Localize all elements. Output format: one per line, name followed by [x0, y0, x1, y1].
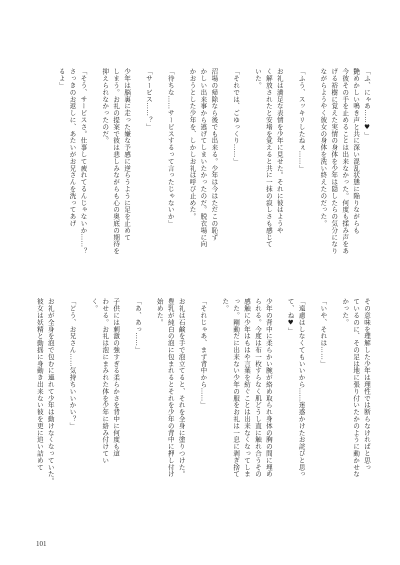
text-column-upper: 「ふ、にゃあ……♥」 艶めかしい鳴き声と共に深い混乱状態に陥りながらも 今彼その手を止めることは出来なかった。何度も揉み声をあ げる裕樹に覚えた実情の身体を少年は隠したらの気分になり ながらようやく彼女の身体を洗い終えたのだった。 「ふう、スッキリしたねぇ……」 お礼は満足な表情を少年に見せた。それに彼はようや く解放されたと安堵を覚えると共に一抹の寂しさも感じて いた。 「それでは、ごゆっくり……」 沼場の帰除なら後でも出来る。少年は今はただこの恥ず かしい出来事から逃げてしまいたかったのだ。脱衣場に向 かおうとした少年を、しかしお礼は呼び止めた。 「待ちな……サービスするって言ったじゃないか」 「サービス……？」 少年は脳裏に走った嫌な予感に逆らうように足を止めて しまう。お礼の提案で彼は悲しみながらも心の奥底の期待を 抑えられなかったのだ。 「そう、サービスさ。仕事して疲れてるんじゃないか……？ さっきのお返しに、あたいがお兄さんを洗ってあげ るよ」	[57, 68, 371, 255]
text-column-lower: その意味を理解した少年は理性では断らなければと思っ ているのに、その足は地に張り付いたかのように動かせな かった。 「いや、それは……」 「遠慮はしなくてもいいから……迷惑かけたお詫びと思っ て、ね♥」 少年の背中に柔らかい腕が絡め取られ身体の胸の間に埋め られる。今度は布一枚すらなく肌どうし直に触れ合うその 感触に少年はもはや言葉を紡ぐことは出来なくなってしま った。剛動だに出来ない少年の服をお礼は一息に剥ぎ捨て た。 「それじゃあ、まず背中から……」 お礼は石鹸を手で泡立てると、それを全身に塗りつけた。 豊乳が純白の泡に包まれるとそれを少年の背中に押し付け 始めた。 「あ、あっ……」 子供には刺激の強すぎる柔らかさを背中に何度も這 わせる。お礼は泡にまみれた体を少年に絡み付けてい く。 「どう、お兄さん……気持ちいいかい？」 お礼が全身を泡で包むに連れて少年は動けなくなっていた。 彼女は妖精と動揺に身動き出来ない彼を更に追い詰めて	[35, 298, 371, 485]
page-number: 101	[36, 540, 47, 548]
